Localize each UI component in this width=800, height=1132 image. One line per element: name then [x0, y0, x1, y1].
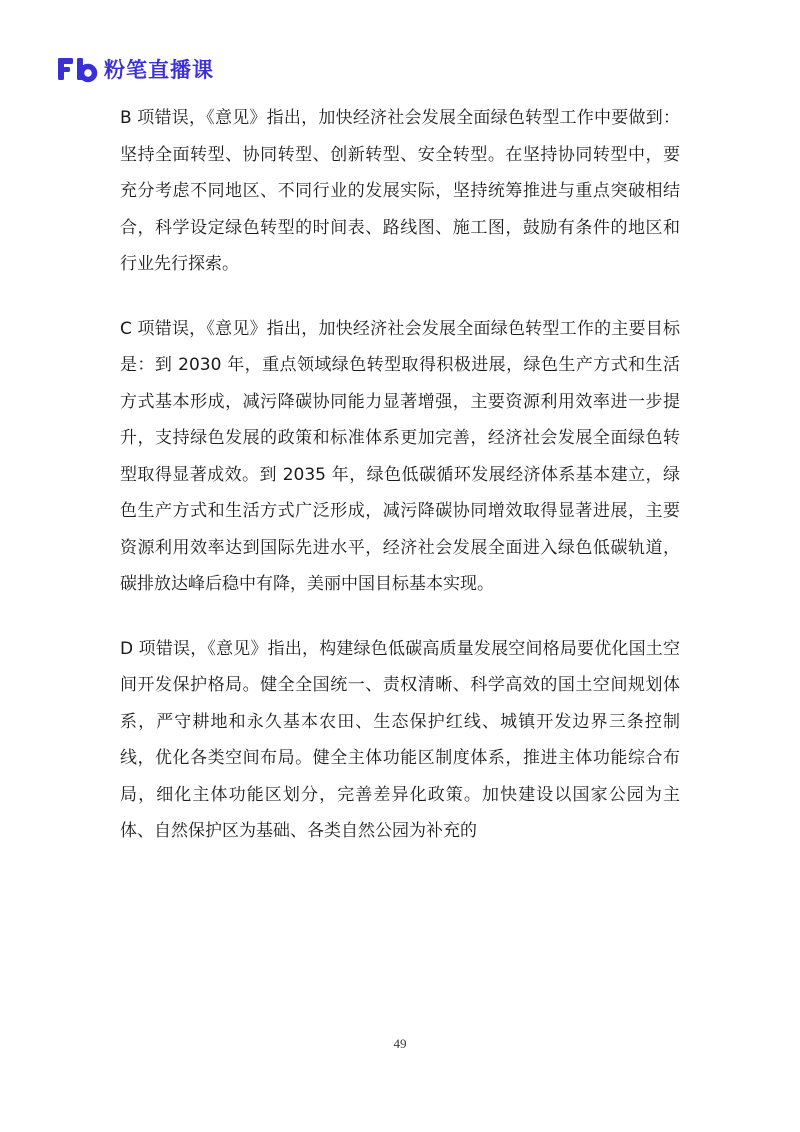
- fb-logo-icon: [56, 55, 98, 83]
- paragraph-option-b: B 项错误，《意见》指出，加快经济社会发展全面绿色转型工作中要做到：坚持全面转型、协同转型、创新转型、安全转型。在坚持协同转型中，要充分考虑不同地区、不同行业的发展实际，坚持统筹推进与重点突破相结合，科学设定绿色转型的时间表、路线图、施工图，鼓励有条件的地区和行业先行探索。: [120, 108, 680, 274]
- page-header: [56, 52, 214, 86]
- paragraph-option-c: C 项错误，《意见》指出，加快经济社会发展全面绿色转型工作的主要目标是：到 2030 年，重点领域绿色转型取得积极进展，绿色生产方式和生活方式基本形成，减污降碳协同能力显著增强，主要资源利用效率进一步提升，支持绿色发展的政策和标准体系更加完善，经济社会发展全面绿色转型取得显著成效。到 2035 年，绿色低碳循环发展经济体系基本建立，绿色生产方式和生活方式广泛形成，减污降碳协同增效取得显著进展，主要资源利用效率达到国际先进水平，经济社会发展全面进入绿色低碳轨道，碳排放达峰后稳中有降，美丽中国目标基本实现。: [120, 318, 680, 594]
- paragraph-option-d: D 项错误，《意见》指出，构建绿色低碳高质量发展空间格局要优化国土空间开发保护格局。健全全国统一、责权清晰、科学高效的国土空间规划体系，严守耕地和永久基本农田、生态保护红线、城镇开发边界三条控制线，优化各类空间布局。健全主体功能区制度体系，推进主体功能综合布局，细化主体功能区划分，完善差异化政策。加快建设以国家公园为主体、自然保护区为基础、各类自然公园为补充的: [120, 638, 680, 841]
- page-number: 49: [393, 1036, 407, 1051]
- brand-name: 粉笔直播课: [104, 58, 214, 82]
- document-body: [120, 100, 680, 878]
